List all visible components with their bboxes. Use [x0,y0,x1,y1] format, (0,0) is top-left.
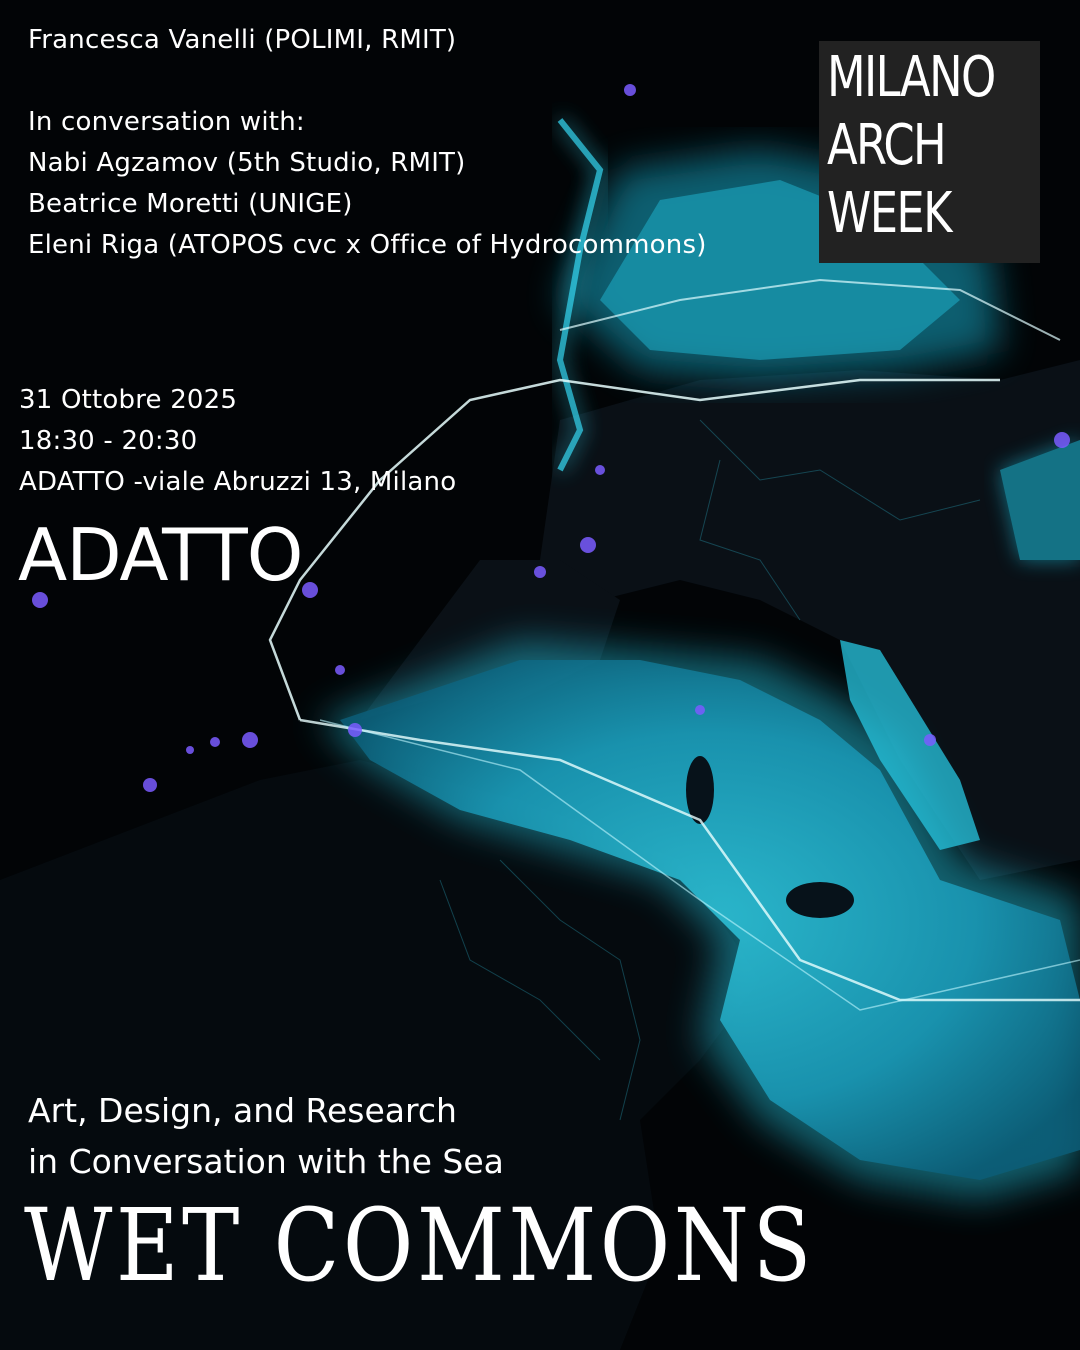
logo-line-arch: ARCH [827,113,946,178]
speakers-block [28,20,707,266]
adatto-logo: ADATTO [18,513,303,597]
conversation-intro: In conversation with: [28,107,305,137]
subtitle-line-1: Art, Design, and Research [28,1091,457,1130]
page-title: WET COMMONS [24,1187,815,1304]
guest-name: Beatrice Moretti (UNIGE) [28,189,353,219]
logo-line-week: WEEK [827,181,951,246]
event-date: 31 Ottobre 2025 [19,385,238,415]
host-name: Francesca Vanelli (POLIMI, RMIT) [28,25,457,55]
event-info [19,380,456,503]
event-venue: ADATTO -viale Abruzzi 13, Milano [19,467,457,497]
guest-name: Nabi Agzamov (5th Studio, RMIT) [28,148,466,178]
guest-name: Eleni Riga (ATOPOS cvc x Office of Hydrocommons) [28,230,707,260]
island-corsica [686,756,714,824]
spacer [28,61,707,102]
subtitle-line-2: in Conversation with the Sea [28,1142,504,1181]
subtitle [28,1085,504,1187]
milano-arch-week-logo [819,41,1040,263]
event-time: 18:30 - 20:30 [19,426,198,456]
island-sicily [786,882,854,918]
logo-line-milano: MILANO [827,45,995,110]
